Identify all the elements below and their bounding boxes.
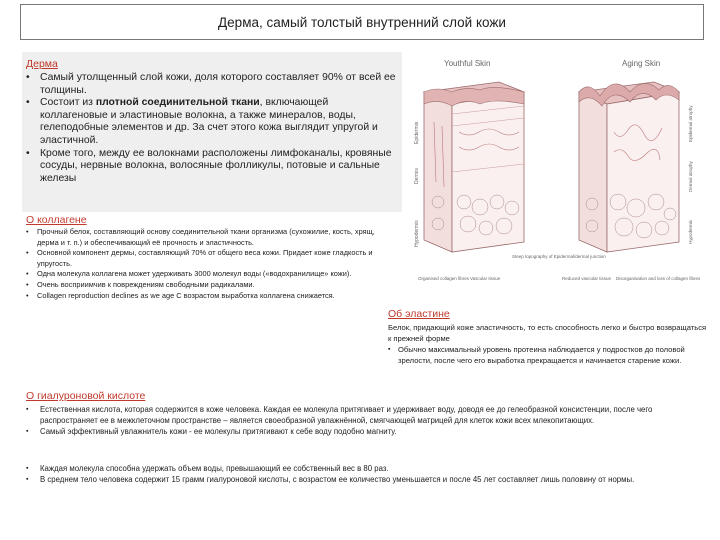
collagen-list xyxy=(26,227,376,301)
mid-junction-label: Steep topography of Epidermal/dermal junction xyxy=(512,254,606,259)
aging-skin-block xyxy=(579,82,679,252)
bottom-label-disorganisation: Disorganisation and loss of collagen fibres xyxy=(616,276,701,281)
bottom-label-collagen: Organised collagen fibres xyxy=(418,276,470,281)
aging-label-epidermal-atrophy: Epidermal atrophy xyxy=(688,105,693,142)
hyaluronic-bullet: ▪ Каждая молекула способна удержать объем воды, превышающий ее собственный вес в 80 раз. xyxy=(26,463,706,474)
elastin-block xyxy=(388,322,708,366)
derma-bullet xyxy=(26,97,398,147)
collagen-bullet: • Прочный белок, составляющий основу соединительной ткани организма (сухожилие, кость, хрящ, дерма и т. п.) и обеспечивающий её прочность и эластичность. xyxy=(26,227,376,248)
bottom-label-reduced-vascular: Reduced vascular tissue xyxy=(562,276,612,281)
collagen-bullet: • Основной компонент дермы, составляющий 70% от общего веса кожи. Придает коже гладкость и упругость. xyxy=(26,248,376,269)
collagen-bullet: • Collagen reproduction declines as we age С возрастом выработка коллагена снижается. xyxy=(26,291,376,302)
youthful-skin-label: Youthful Skin xyxy=(444,59,491,68)
derma-heading: Дерма xyxy=(26,58,58,70)
aging-skin-label: Aging Skin xyxy=(622,59,661,68)
layer-label-epidermis: Epidermis xyxy=(414,121,420,144)
hyaluronic-bullet: ▪ Самый эффективный увлажнитель кожи - ее молекулы притягивают к себе воду подобно магниту. xyxy=(26,426,706,437)
youthful-skin-block xyxy=(424,82,524,252)
derma-bullet-bold: плотной соединительной ткани xyxy=(95,97,260,109)
hyaluronic-bullet: ▪ В среднем тело человека содержит 15 грамм гиалуроновой кислоты, с возрастом ее количество уменьшается и после 45 лет составляет лишь половину от нормы. xyxy=(26,474,706,485)
elastin-bullet: ▪ Обычно максимальный уровень протеина наблюдается у подростков до половой зрелости, после чего его выработка прекращается и начинается старение кожи. xyxy=(388,344,708,366)
hyaluronic-heading: О гиалуроновой кислоте xyxy=(26,390,146,402)
derma-bullet-suffix: , включающей коллагеновые и эластиновые волокна, а также минералов, воды, гелеподобные элементов и др. За счет этого кожа выглядит упругой и эластичной. xyxy=(40,97,378,146)
layer-label-dermis: Dermis xyxy=(414,168,420,184)
slide-title: Дерма, самый толстый внутренний слой кожи xyxy=(218,14,506,30)
elastin-intro: Белок, придающий коже эластичность, то есть способность легко и быстро возвращаться к прежней форме xyxy=(388,323,707,343)
collagen-heading: О коллагене xyxy=(26,214,87,226)
derma-bullet: • Кроме того, между ее волокнами расположены лимфоканалы, кровяные сосуды, нервные волокна, волосяные фолликулы, потовые и сальные железы xyxy=(26,148,398,186)
derma-list xyxy=(26,72,398,185)
bottom-label-vascular: Vascular tissue xyxy=(470,276,501,281)
aging-label-hypodermis: Hypodermis xyxy=(688,219,693,244)
collagen-bullet: • Одна молекула коллагена может удерживать 3000 молекул воды («водохранилище» кожи). xyxy=(26,269,376,280)
derma-bullet-prefix: Состоит из xyxy=(40,97,96,109)
elastin-list xyxy=(388,344,708,366)
layer-label-hypodermis: Hypodermis xyxy=(414,220,420,247)
slide-title-box xyxy=(20,4,704,40)
hyaluronic-bullet: ▪ Естественная кислота, которая содержится в коже человека. Каждая ее молекула притягивает и удерживает воду, доводя ее до гелеобразной консистенции, после чего распространяет ее в межклеточном пространстве – является своеобразной увлажнённой, смягчающей матрицей для клеток кожи всех млекопитающих. xyxy=(26,404,706,426)
skin-illustration xyxy=(404,52,708,300)
hyaluronic-list-2 xyxy=(26,463,706,486)
hyaluronic-list xyxy=(26,404,706,438)
derma-bullet: • Самый утолщенный слой кожи, доля которого составляет 90% от всей ее толщины. xyxy=(26,72,398,97)
elastin-heading: Об эластине xyxy=(388,308,450,320)
aging-label-dermal-atrophy: Dermal atrophy xyxy=(688,161,693,192)
collagen-bullet: • Очень восприимчив к повреждениям свободными радикалами. xyxy=(26,280,376,291)
